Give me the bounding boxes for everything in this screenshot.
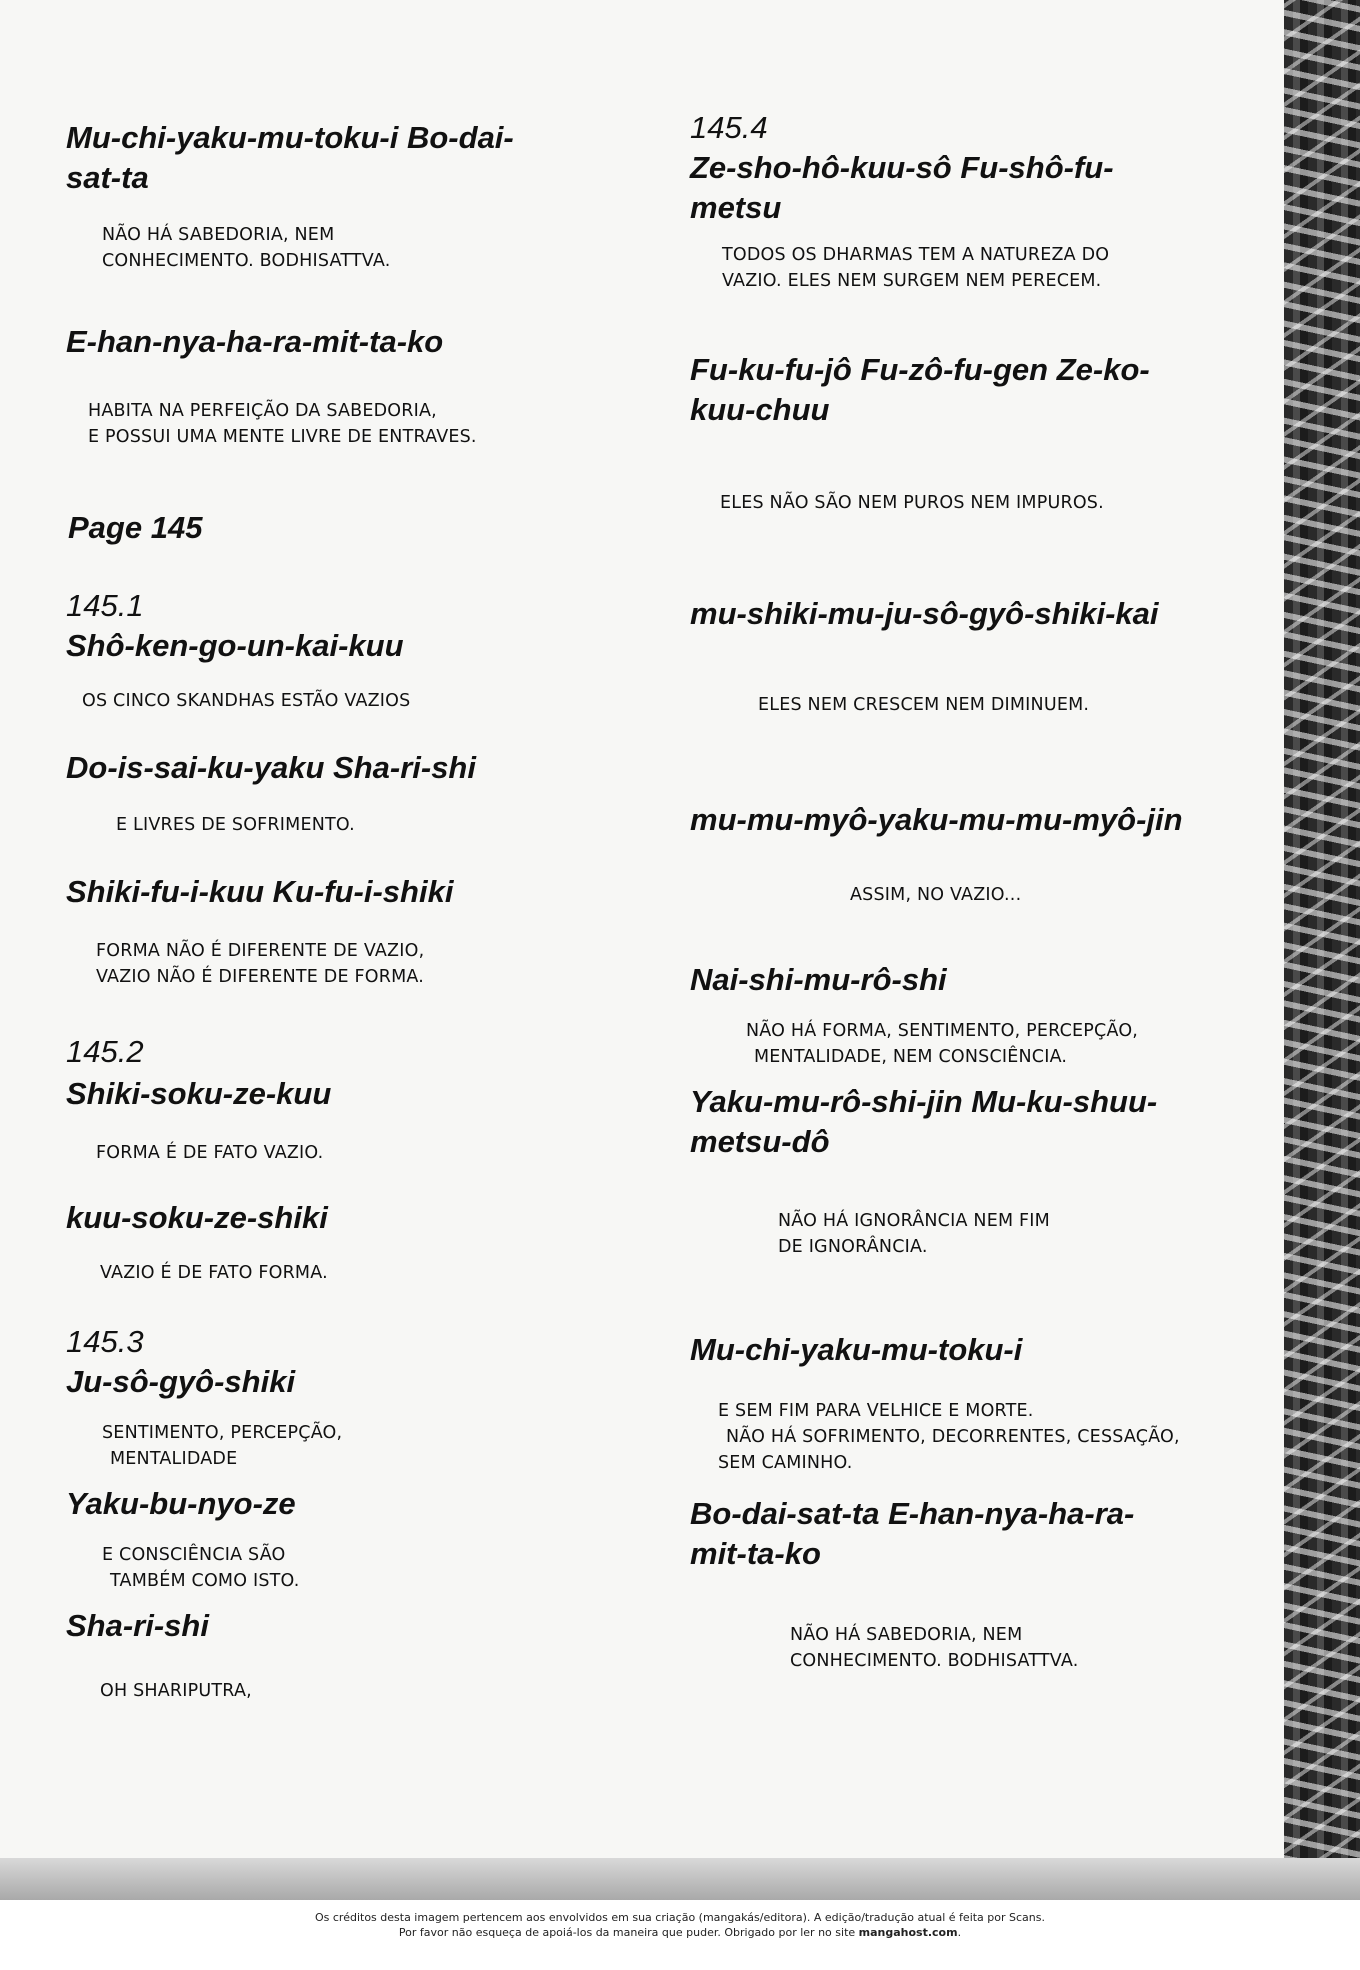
translation-text: E LIVRES DE SOFRIMENTO. [116,815,355,835]
translation-text: E SEM FIM PARA VELHICE E MORTE. NÃO HÁ SOFRIMENTO, DECORRENTES, CESSAÇÃO, SEM CAMINHO. [718,1401,1180,1473]
translation-text: HABITA NA PERFEIÇÃO DA SABEDORIA, E POSSUI UMA MENTE LIVRE DE ENTRAVES. [88,401,477,447]
mantra-heading: Mu-chi-yaku-mu-toku-i Bo-dai- sat-ta [66,120,514,195]
translation-text: E CONSCIÊNCIA SÃO TAMBÉM COMO ISTO. [102,1545,300,1591]
mantra-heading: Shô-ken-go-un-kai-kuu [66,628,404,663]
mantra-heading: Yaku-mu-rô-shi-jin Mu-ku-shuu- metsu-dô [690,1084,1158,1159]
mantra-heading: Do-is-sai-ku-yaku Sha-ri-shi [66,750,476,785]
mantra-heading: E-han-nya-ha-ra-mit-ta-ko [66,324,444,359]
section-number: 145.4 [690,110,768,145]
footer-support-line: Por favor não esqueça de apoiá-los da maneira que puder. Obrigado por ler no site mangahost.com. [398,1926,962,1939]
section-number: 145.1 [66,588,144,623]
translation-text: FORMA É DE FATO VAZIO. [96,1143,324,1163]
mantra-heading: Shiki-fu-i-kuu Ku-fu-i-shiki [66,874,454,909]
section-number: 145.2 [66,1034,144,1069]
mantra-heading: mu-shiki-mu-ju-sô-gyô-shiki-kai [690,596,1159,631]
footer-site-link[interactable]: mangahost.com [858,1926,958,1939]
site-footer [0,1910,1360,1940]
translation-text: TODOS OS DHARMAS TEM A NATUREZA DO VAZIO. ELES NEM SURGEM NEM PERECEM. [722,245,1110,291]
mantra-heading: Nai-shi-mu-rô-shi [690,962,947,997]
page-bottom-band [0,1858,1360,1900]
translation-text: SENTIMENTO, PERCEPÇÃO, MENTALIDADE [102,1423,343,1469]
mantra-heading: Fu-ku-fu-jô Fu-zô-fu-gen Ze-ko- kuu-chuu [690,352,1150,427]
page-label: Page 145 [68,510,203,545]
footer-credits-line: Os créditos desta imagem pertencem aos envolvidos em sua criação (mangakás/editora). A edição/tradução atual é feita por Scans. [314,1911,1045,1924]
translation-text: NÃO HÁ SABEDORIA, NEM CONHECIMENTO. BODHISATTVA. [790,1625,1079,1671]
mantra-heading: Shiki-soku-ze-kuu [66,1076,332,1111]
decorative-border [1284,0,1360,1900]
translation-text: OS CINCO SKANDHAS ESTÃO VAZIOS [82,691,411,711]
translation-text: VAZIO É DE FATO FORMA. [100,1263,328,1283]
translation-text: OH SHARIPUTRA, [100,1681,252,1701]
translation-text: ELES NÃO SÃO NEM PUROS NEM IMPUROS. [720,493,1104,513]
mantra-heading: Bo-dai-sat-ta E-han-nya-ha-ra- mit-ta-ko [690,1496,1135,1571]
section-number: 145.3 [66,1324,144,1359]
mantra-heading: Mu-chi-yaku-mu-toku-i [690,1332,1023,1367]
mantra-heading: Yaku-bu-nyo-ze [66,1486,296,1521]
translation-text: ASSIM, NO VAZIO... [850,885,1022,905]
translation-text: FORMA NÃO É DIFERENTE DE VAZIO, VAZIO NÃO É DIFERENTE DE FORMA. [96,941,425,987]
mantra-heading: Sha-ri-shi [66,1608,209,1643]
mantra-heading: Ju-sô-gyô-shiki [66,1364,296,1399]
mantra-heading: Ze-sho-hô-kuu-sô Fu-shô-fu- metsu [690,150,1114,225]
mantra-heading: mu-mu-myô-yaku-mu-mu-myô-jin [690,802,1183,837]
translation-text: NÃO HÁ IGNORÂNCIA NEM FIM DE IGNORÂNCIA. [778,1211,1050,1257]
translation-text: ELES NEM CRESCEM NEM DIMINUEM. [758,695,1090,715]
translation-text: NÃO HÁ SABEDORIA, NEM CONHECIMENTO. BODHISATTVA. [102,225,391,271]
mantra-heading: kuu-soku-ze-shiki [66,1200,328,1235]
translation-text: NÃO HÁ FORMA, SENTIMENTO, PERCEPÇÃO, MENTALIDADE, NEM CONSCIÊNCIA. [746,1021,1139,1067]
